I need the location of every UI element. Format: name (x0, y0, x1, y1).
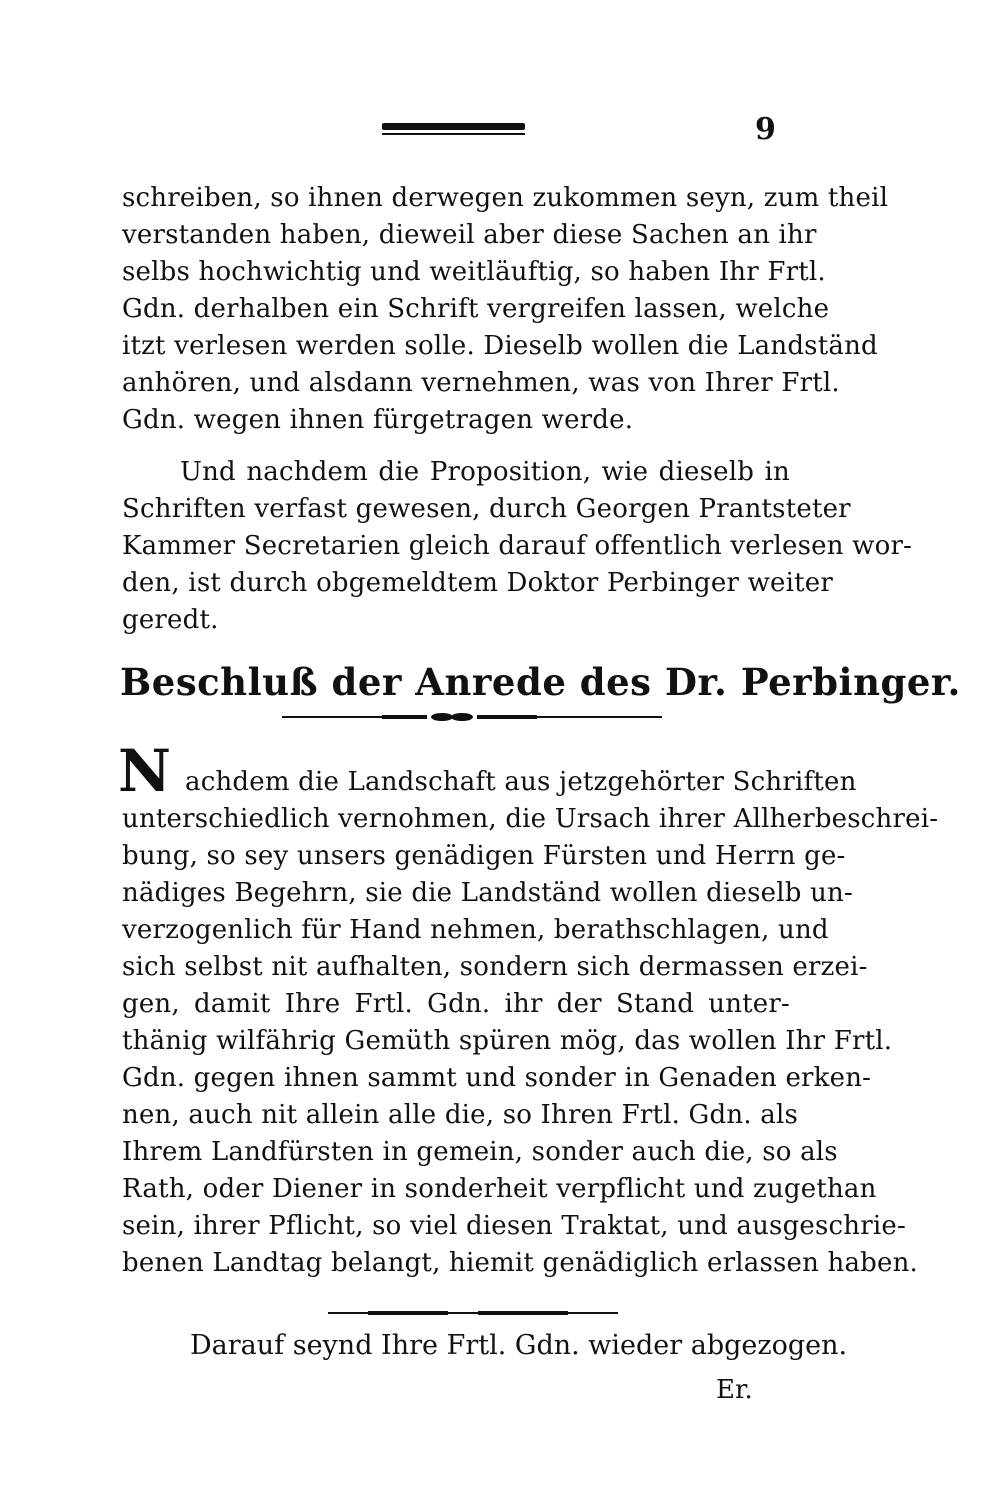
text-line: selbs hochwichtig und weitläuftig, so haben Ihr Frtl. (122, 257, 826, 287)
text-line: Und nachdem die Proposition, wie dieselb in (180, 457, 790, 487)
text-line: unterschiedlich vernohmen, die Ursach ihrer Allherbeschrei- (122, 804, 939, 834)
closing-line: Darauf seynd Ihre Frtl. Gdn. wieder abgezogen. (190, 1330, 848, 1361)
text-line: verzogenlich für Hand nehmen, berathschlagen, und (122, 915, 829, 945)
text-line: Rath, oder Diener in sonderheit verpflicht und zugethan (122, 1174, 877, 1204)
text-line: nen, auch nit allein alle die, so Ihren Frtl. Gdn. als (122, 1100, 799, 1130)
text-line: den, ist durch obgemeldtem Doktor Perbinger weiter (122, 568, 833, 598)
page-number: 9 (755, 112, 776, 147)
text-line: Schriften verfast gewesen, durch Georgen Prantsteter (122, 494, 851, 524)
text-line: bung, so sey unsers genädigen Fürsten und Herrn ge- (122, 841, 846, 871)
heading-ornament (282, 712, 662, 722)
text-line: schreiben, so ihnen derwegen zukommen seyn, zum theil (122, 183, 889, 213)
text-line: benen Landtag belangt, hiemit genädiglich erlassen haben. (122, 1248, 919, 1278)
text-line: Kammer Secretarien gleich darauf offentlich verlesen wor- (122, 531, 913, 561)
text-line: sich selbst nit aufhalten, sondern sich dermassen erzei- (122, 952, 868, 982)
text-line: Gdn. gegen ihnen sammt und sonder in Genaden erken- (122, 1063, 872, 1093)
catchword: Er. (716, 1375, 753, 1405)
header-rule (382, 123, 525, 130)
text-line: achdem die Landschaft aus jetzgehörter Schriften (185, 767, 857, 797)
text-line: thänig wilfährig Gemüth spüren mög, das wollen Ihr Frtl. (122, 1026, 893, 1056)
text-line: sein, ihrer Pflicht, so viel diesen Traktat, und ausgeschrie- (122, 1211, 906, 1241)
text-line: Ihrem Landfürsten in gemein, sonder auch die, so als (122, 1137, 838, 1167)
text-line: nädiges Begehrn, sie die Landständ wollen dieselb un- (122, 878, 853, 908)
text-line: Gdn. wegen ihnen fürgetragen werde. (122, 405, 634, 435)
text-line: anhören, und alsdann vernehmen, was von Ihrer Frtl. (122, 368, 840, 398)
section-heading: Beschluß der Anrede des Dr. Perbinger. (120, 660, 961, 704)
text-line: gen, damit Ihre Frtl. Gdn. ihr der Stand unter- (122, 989, 790, 1019)
section-divider (328, 1309, 618, 1317)
drop-cap: N (118, 737, 172, 805)
text-line: Gdn. derhalben ein Schrift vergreifen lassen, welche (122, 294, 830, 324)
text-line: verstanden haben, dieweil aber diese Sachen an ihr (122, 220, 817, 250)
text-line: itzt verlesen werden solle. Dieselb wollen die Landständ (122, 331, 878, 361)
text-line: geredt. (122, 605, 219, 635)
